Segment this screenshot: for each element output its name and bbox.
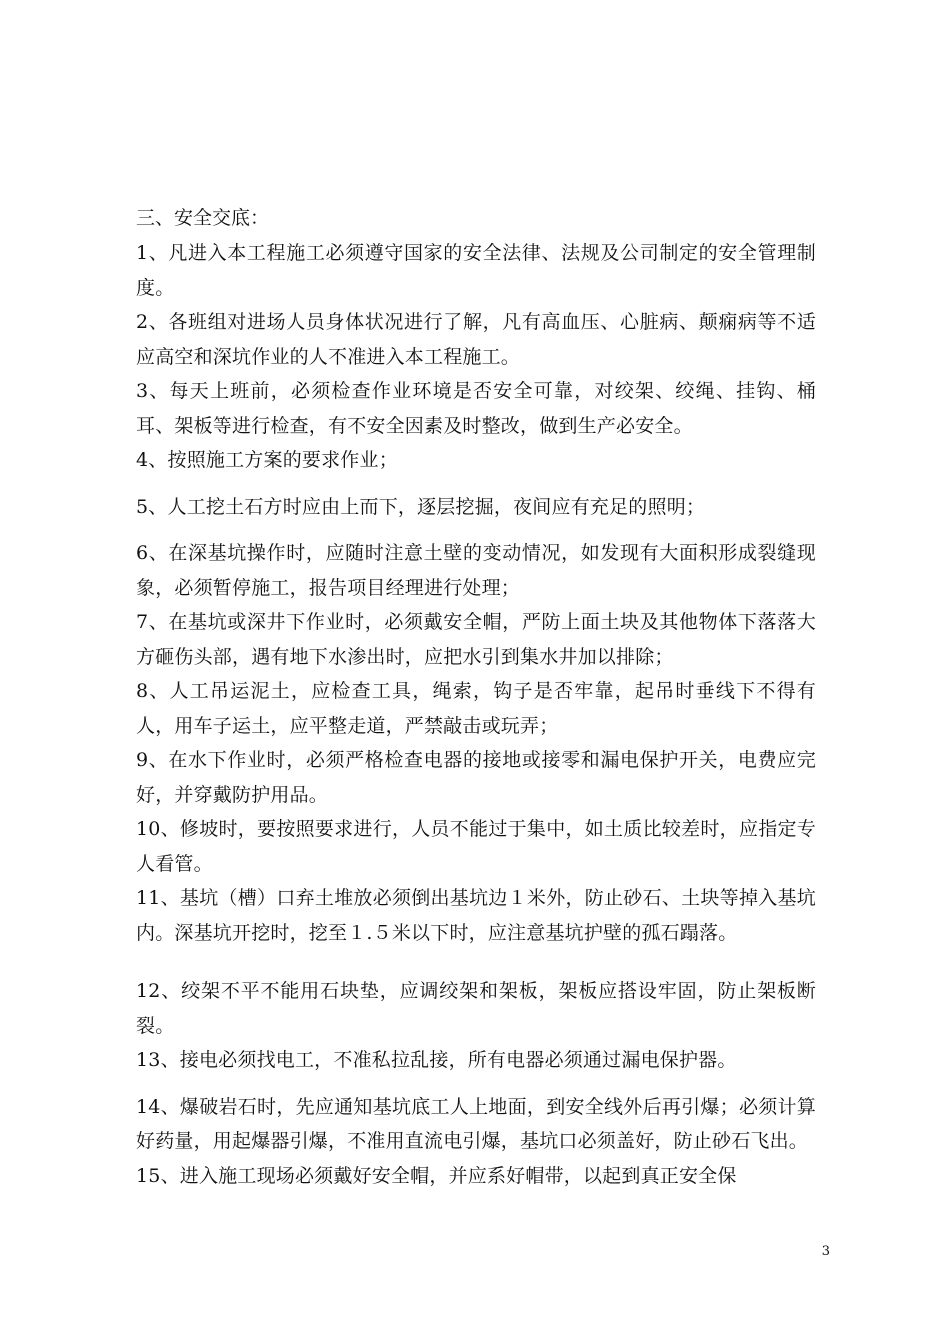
list-item: 13、接电必须找电工，不准私拉乱接，所有电器必须通过漏电保护器。 — [136, 1049, 737, 1071]
list-item: 10、修坡时，要按照要求进行，人员不能过于集中，如土质比较差时，应指定专人看管。 — [136, 818, 816, 875]
list-item: 6、在深基坑操作时，应随时注意土壁的变动情况，如发现有大面积形成裂缝现象，必须暂停施工，报告项目经理进行处理； — [136, 542, 816, 599]
list-item: 15、进入施工现场必须戴好安全帽，并应系好帽带，以起到真正安全保 — [136, 1164, 737, 1187]
list-item: 2、各班组对进场人员身体状况进行了解，凡有高血压、心脏病、颠痫病等不适应高空和深坑作业的人不准进入本工程施工。 — [136, 311, 816, 368]
list-item: 7、在基坑或深井下作业时，必须戴安全帽，严防上面土块及其他物体下落落大方砸伤头部，遇有地下水渗出时，应把水引到集水井加以排除； — [136, 611, 816, 668]
list-item: 4、按照施工方案的要求作业； — [136, 449, 398, 471]
list-item: 5、人工挖土石方时应由上而下，逐层挖掘，夜间应有充足的照明； — [136, 495, 706, 518]
list-item: 11、基坑（槽）口弃土堆放必须倒出基坑边１米外，防止砂石、土块等掉入基坑内。深基坑开挖时，挖至１.５米以下时，应注意基坑护壁的孤石蹋落。 — [136, 887, 816, 944]
page-number: 3 — [821, 1244, 830, 1259]
list-item: 9、在水下作业时，必须严格检查电器的接地或接零和漏电保护开关，电费应完好，并穿戴防护用品。 — [136, 749, 816, 806]
list-item: 12、绞架不平不能用石块垫，应调绞架和架板，架板应搭设牢固，防止架板断裂。 — [136, 980, 816, 1037]
document-body — [136, 200, 816, 1193]
section-title: 三、安全交底： — [136, 207, 270, 229]
list-item: 8、人工吊运泥土，应检查工具，绳索，钩子是否牢靠，起吊时垂线下不得有人，用车子运土，应平整走道，严禁敲击或玩弄； — [136, 680, 816, 737]
list-item: 3、每天上班前，必须检查作业环境是否安全可靠，对绞架、绞绳、挂钩、桶耳、架板等进行检查，有不安全因素及时整改，做到生产必安全。 — [136, 380, 816, 437]
list-item: 14、爆破岩石时，先应通知基坑底工人上地面，到安全线外后再引爆；必须计算好药量，用起爆器引爆，不准用直流电引爆，基坑口必须盖好，防止砂石飞出。 — [136, 1095, 816, 1152]
list-item: 1、凡进入本工程施工必须遵守国家的安全法律、法规及公司制定的安全管理制度。 — [136, 242, 816, 299]
